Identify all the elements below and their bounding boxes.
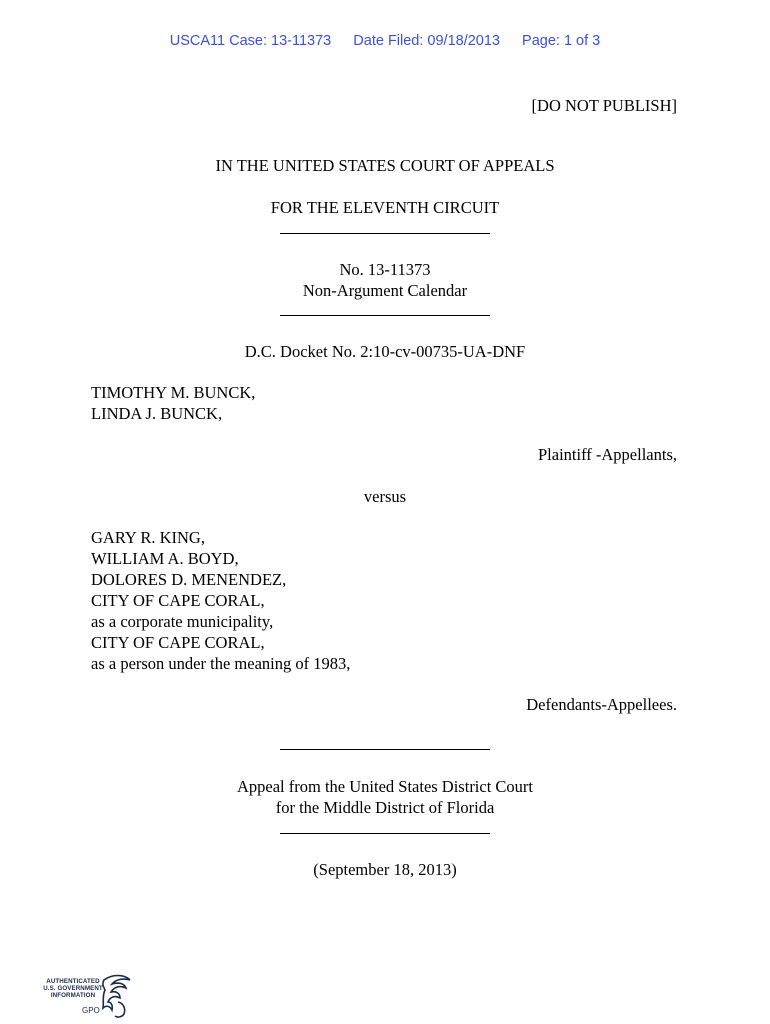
case-number-header: USCA11 Case: 13-11373 [169,33,332,49]
defendant-line: as a person under the meaning of 1983, [91,654,351,673]
plaintiff-role: Plaintiff -Appellants, [537,445,677,464]
defendant-line: WILLIAM A. BOYD, [91,549,239,568]
circuit-name: FOR THE ELEVENTH CIRCUIT [270,198,500,217]
defendant-role: Defendants-Appellees. [526,695,677,714]
divider-rule [280,749,490,750]
defendant-line: DOLORES D. MENENDEZ, [91,570,287,589]
defendant-line: GARY R. KING, [91,528,205,547]
divider-rule [280,833,490,834]
divider-rule [280,233,490,234]
gpo-seal-text [42,978,104,999]
page-number-header: Page: 1 of 3 [522,33,601,49]
date-filed-header: Date Filed: 09/18/2013 [353,33,500,49]
defendant-line: as a corporate municipality, [91,612,274,631]
case-number: No. 13-11373 [339,260,431,279]
appeal-origin: Appeal from the United States District Court [236,777,534,796]
defendant-line: CITY OF CAPE CORAL, [91,591,265,610]
court-name: IN THE UNITED STATES COURT OF APPEALS [215,156,555,175]
gpo-authentication-seal [42,972,138,1022]
eagle-icon [98,972,138,1020]
docket-number: D.C. Docket No. 2:10-cv-00735-UA-DNF [244,342,526,361]
decision-date: (September 18, 2013) [313,860,457,879]
plaintiff-name: LINDA J. BUNCK, [91,404,223,423]
gpo-label: GPO [82,1006,100,1015]
filing-header [0,33,770,49]
gpo-seal-line: INFORMATION [50,992,96,999]
divider-rule [280,315,490,316]
appeal-district: for the Middle District of Florida [275,798,495,817]
gpo-seal-line: AUTHENTICATED [46,978,100,985]
gpo-seal-line: U.S. GOVERNMENT [43,985,103,992]
defendant-line: CITY OF CAPE CORAL, [91,633,265,652]
versus-text: versus [363,487,407,506]
plaintiff-name: TIMOTHY M. BUNCK, [91,383,256,402]
calendar-type: Non-Argument Calendar [302,281,468,300]
publish-note: [DO NOT PUBLISH] [531,96,677,115]
